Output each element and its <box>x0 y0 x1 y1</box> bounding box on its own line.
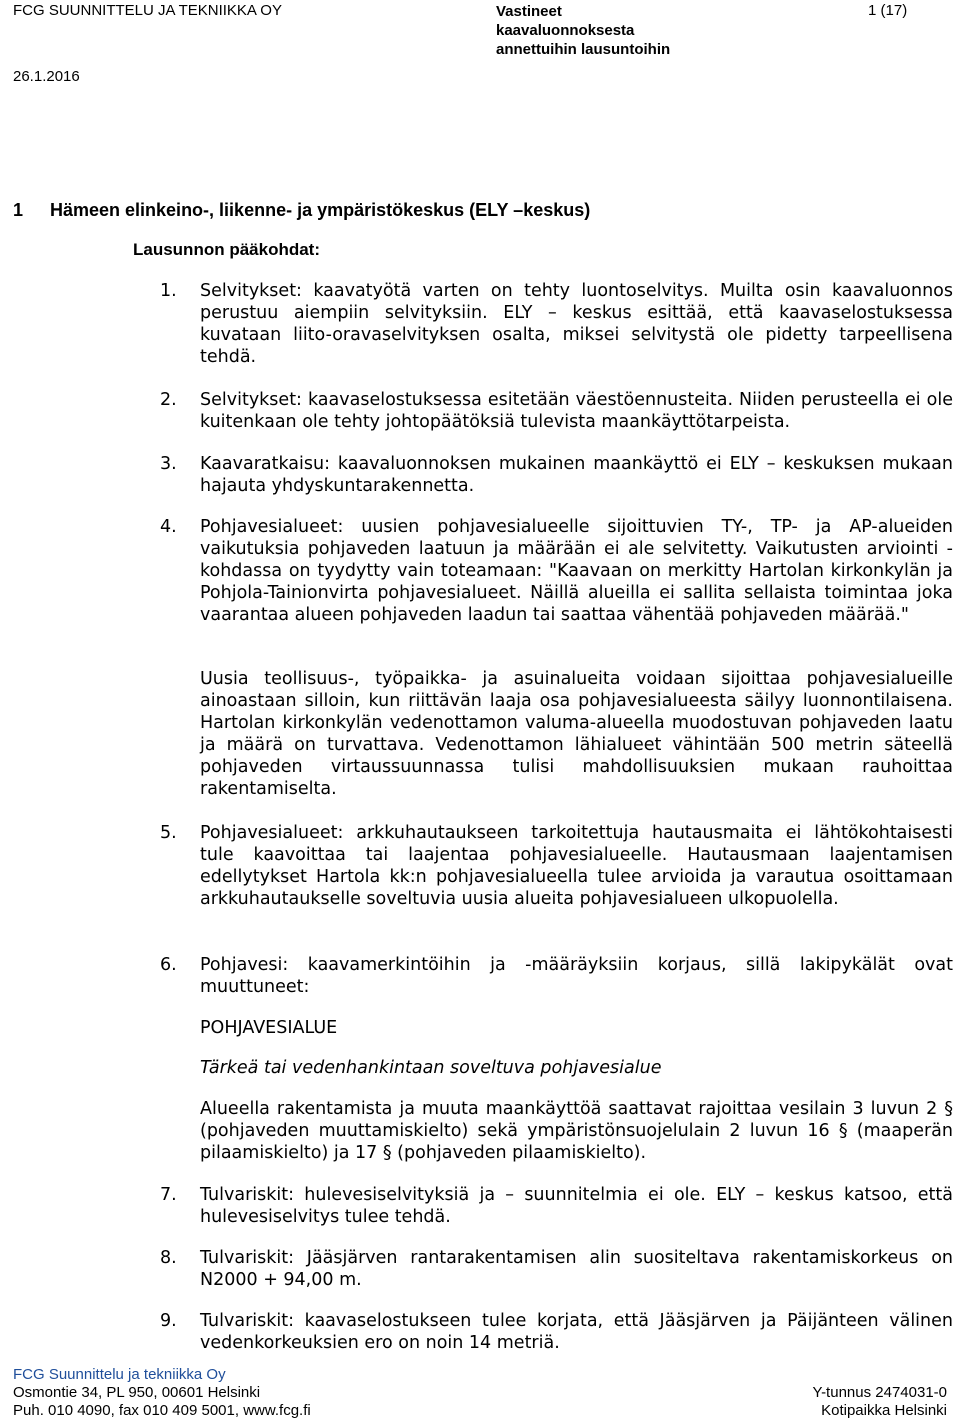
list-item-number: 4. <box>160 517 177 537</box>
footer-company: FCG Suunnittelu ja tekniikka Oy <box>13 1366 226 1383</box>
footer-left <box>13 1366 311 1420</box>
list-item-number: 3. <box>160 454 177 474</box>
footer-contact: Puh. 010 4090, fax 010 409 5001, www.fcg.fi <box>13 1402 311 1419</box>
list-item-text: Kaavaratkaisu: kaavaluonnoksen mukainen maankäyttö ei ELY – keskuksen mukaan hajauta yhdyskuntarakennetta. <box>200 454 953 496</box>
list-item-number: 5. <box>160 823 177 843</box>
page-header <box>0 0 960 100</box>
section-title: Hämeen elinkeino-, liikenne- ja ympäristökeskus (ELY –keskus) <box>50 200 591 220</box>
list-item-text: Tulvariskit: Jääsjärven rantarakentamisen alin suositeltava rakentamiskorkeus on N2000 + 94,00 m. <box>200 1248 953 1290</box>
regulation-text: Alueella rakentamista ja muuta maankäyttöä saattavat rajoittaa vesilain 3 luvun 2 § (pohjaveden muuttamiskielto) sekä ympäristönsuojelulain 2 luvun 16 § (maaperän pilaamiskielto) ja 17 § (pohjaveden pilaamiskielto). <box>200 1099 953 1163</box>
regulation-subtitle: Tärkeä tai vedenhankintaan soveltuva pohjavesialue <box>200 1058 662 1078</box>
list-item-text: Selvitykset: kaavaselostuksessa esitetään väestöennusteita. Niiden perusteella ei ole kuitenkaan ole tehty johtopäätöksiä tulevista maankäyttötarpeista. <box>200 390 953 432</box>
footer-address: Osmontie 34, PL 950, 00601 Helsinki <box>13 1384 261 1401</box>
list-item-text: Pohjavesialueet: uusien pohjavesialueelle sijoittuvien TY-, TP- ja AP-alueiden vaikutuksia pohjaveden laatuun ja määrään ei ale selvitetty. Vaikutusten arviointi -kohdassa on tyydytty vain toteamaan: "Kaavaan on merkitty Hartolan kirkonkylän ja Pohjola-Tainionvirta pohjavesialueet. Näillä alueilla ei sallita sellaista toimintaa joka vaarantaa alueen pohjaveden laadun tai saattaa vähentää pohjaveden määrää." <box>200 517 953 625</box>
page-number: 1 (17) <box>868 2 908 19</box>
list-item-number: 9. <box>160 1311 177 1331</box>
page-footer <box>0 1366 960 1421</box>
header-title <box>496 2 670 59</box>
list-item-text: Selvitykset: kaavatyötä varten on tehty luontoselvitys. Muilta osin kaavaluonnos perustuu aiempiin selvityksiin. ELY – keskus esittää, että kaavaselostuksessa kuvataan liito-oravaselvityksen osalta, miksei selvitystä ole pidetty tarpeellisena tehdä. <box>200 281 953 367</box>
footer-ytunnus: Y-tunnus 2474031-0 <box>812 1384 947 1401</box>
list-item-number: 1. <box>160 281 177 301</box>
section-heading <box>13 200 590 221</box>
list-item-number: 6. <box>160 955 177 975</box>
list-item-text: Tulvariskit: kaavaselostukseen tulee korjata, että Jääsjärven ja Päijänteen välinen vedenkorkeuksien ero on noin 14 metriä. <box>200 1311 953 1353</box>
footer-domicile: Kotipaikka Helsinki <box>821 1402 947 1419</box>
list-item-text: Pohjavesi: kaavamerkintöihin ja -määräyksiin korjaus, sillä lakipykälät ovat muuttuneet: <box>200 955 953 997</box>
list-item-text: Tulvariskit: hulevesiselvityksiä ja – suunnitelmia ei ole. ELY – keskus katsoo, että hulevesiselvitys tulee tehdä. <box>200 1185 953 1227</box>
item4-paragraph: Uusia teollisuus-, työpaikka- ja asuinalueita voidaan sijoittaa pohjavesialueille ainoastaan silloin, kun riittävän laaja osa pohjavesialueesta säilyy luonnontilaisena. Hartolan kirkonkylän vedenottamon valuma-alueella muodostuvan pohjaveden laatu ja määrä on turvattava. Vedenottamon lähialueet vähintään 500 metrin säteellä pohjaveden virtaussuunnassa tulisi mahdollisuuksien mukaan rauhoittaa rakentamiselta. <box>200 669 953 799</box>
header-title-line3: annettuihin lausuntoihin <box>496 41 671 58</box>
list-item-text: Pohjavesialueet: arkkuhautaukseen tarkoitettuja hautausmaita ei lähtökohtaisesti tule kaavoittaa tai laajentaa pohjavesialueelle. Hautausmaan laajentamisen edellytykset Hartola kk:n pohjavesialueella tulee arvioida ja varautua osoittamaan arkkuhautaukselle soveltuvia uusia alueita pohjavesialueen ulkopuolella. <box>200 823 953 909</box>
document-date: 26.1.2016 <box>13 68 80 85</box>
list-item-number: 8. <box>160 1248 177 1268</box>
footer-right <box>812 1384 947 1420</box>
header-title-line1: Vastineet <box>496 3 562 20</box>
regulation-label: POHJAVESIALUE <box>200 1018 338 1038</box>
subheading: Lausunnon pääkohdat: <box>133 240 320 259</box>
list-item-number: 2. <box>160 390 177 410</box>
list-item-number: 7. <box>160 1185 177 1205</box>
header-company: FCG SUUNNITTELU JA TEKNIIKKA OY <box>13 2 282 19</box>
header-title-line2: kaavaluonnoksesta <box>496 22 635 39</box>
section-number: 1 <box>13 200 24 220</box>
